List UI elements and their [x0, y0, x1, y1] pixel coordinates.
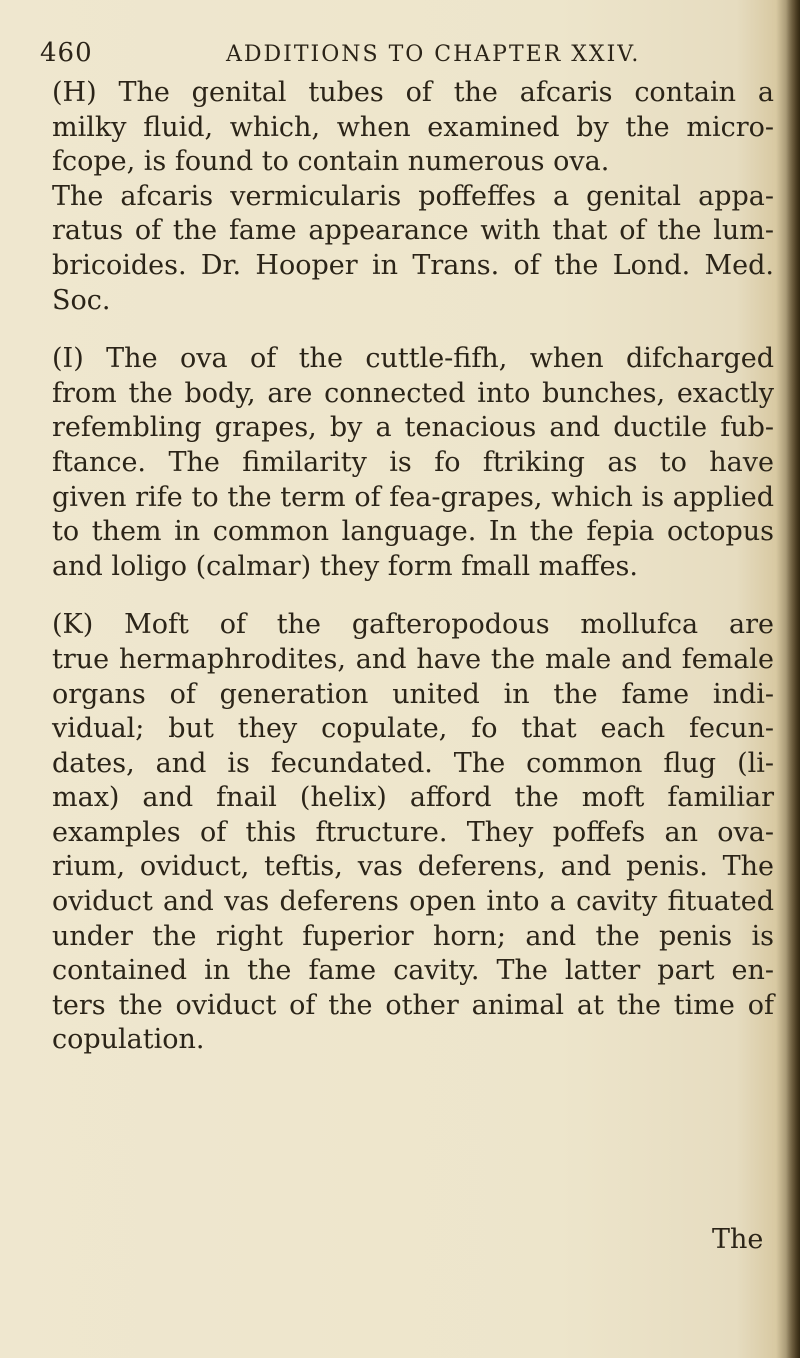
text-line: ters the oviduct of the other animal at the time of	[52, 989, 774, 1021]
text-line: true hermaphrodites, and have the male and female	[52, 643, 774, 675]
text-line: organs of generation united in the fame indi-	[52, 678, 774, 710]
text-line: vidual; but they copulate, fo that each fecun-	[52, 713, 774, 745]
page-header	[40, 34, 760, 74]
text-line: (K) Moft of the gafteropodous mollufca are	[52, 609, 774, 641]
paragraph-i	[52, 342, 774, 584]
text-line: fcope, is found to contain numerous ova.	[52, 146, 610, 178]
text-line: ftance. The fimilarity is fo ftriking as to have	[52, 446, 774, 478]
text-line: milky fluid, which, when examined by the micro-	[52, 111, 774, 143]
page-body	[52, 76, 774, 1058]
text-line: (H) The genital tubes of the afcaris contain a	[52, 77, 774, 108]
text-line: Soc.	[52, 284, 111, 316]
text-line: bricoides. Dr. Hooper in Trans. of the Lond. Med.	[52, 249, 774, 281]
paragraph-k	[52, 608, 774, 1058]
catchword: The	[712, 1224, 764, 1255]
page-number: 460	[40, 38, 93, 68]
text-line: from the body, are connected into bunches, exactly	[52, 377, 774, 409]
text-line: to them in common language. In the fepia octopus	[52, 516, 774, 548]
text-line: contained in the fame cavity. The latter part en-	[52, 955, 774, 987]
text-line: ratus of the fame appearance with that of the lum-	[52, 215, 774, 247]
text-line: copulation.	[52, 1024, 205, 1056]
text-line: refembling grapes, by a tenacious and ductile fub-	[52, 412, 774, 444]
text-line: rium, oviduct, teftis, vas deferens, and penis. The	[52, 851, 774, 883]
text-line: given rife to the term of fea-grapes, which is applied	[52, 481, 774, 513]
paragraph-h	[52, 76, 774, 318]
text-line: (I) The ova of the cuttle-fifh, when difcharged	[52, 343, 774, 375]
running-head: ADDITIONS TO CHAPTER XXIV.	[226, 42, 641, 67]
text-line: and loligo (calmar) they form fmall maffes.	[52, 550, 638, 582]
binding-edge	[786, 0, 800, 1358]
text-line: under the right fuperior horn; and the penis is	[52, 920, 774, 952]
text-line: oviduct and vas deferens open into a cavity fituated	[52, 886, 774, 918]
text-line: The afcaris vermicularis poffeffes a genital appa-	[52, 180, 774, 212]
text-line: max) and fnail (helix) afford the moft familiar	[52, 782, 774, 814]
text-line: examples of this ftructure. They poffefs an ova-	[52, 816, 774, 848]
text-line: dates, and is fecundated. The common flug (li-	[52, 747, 774, 779]
